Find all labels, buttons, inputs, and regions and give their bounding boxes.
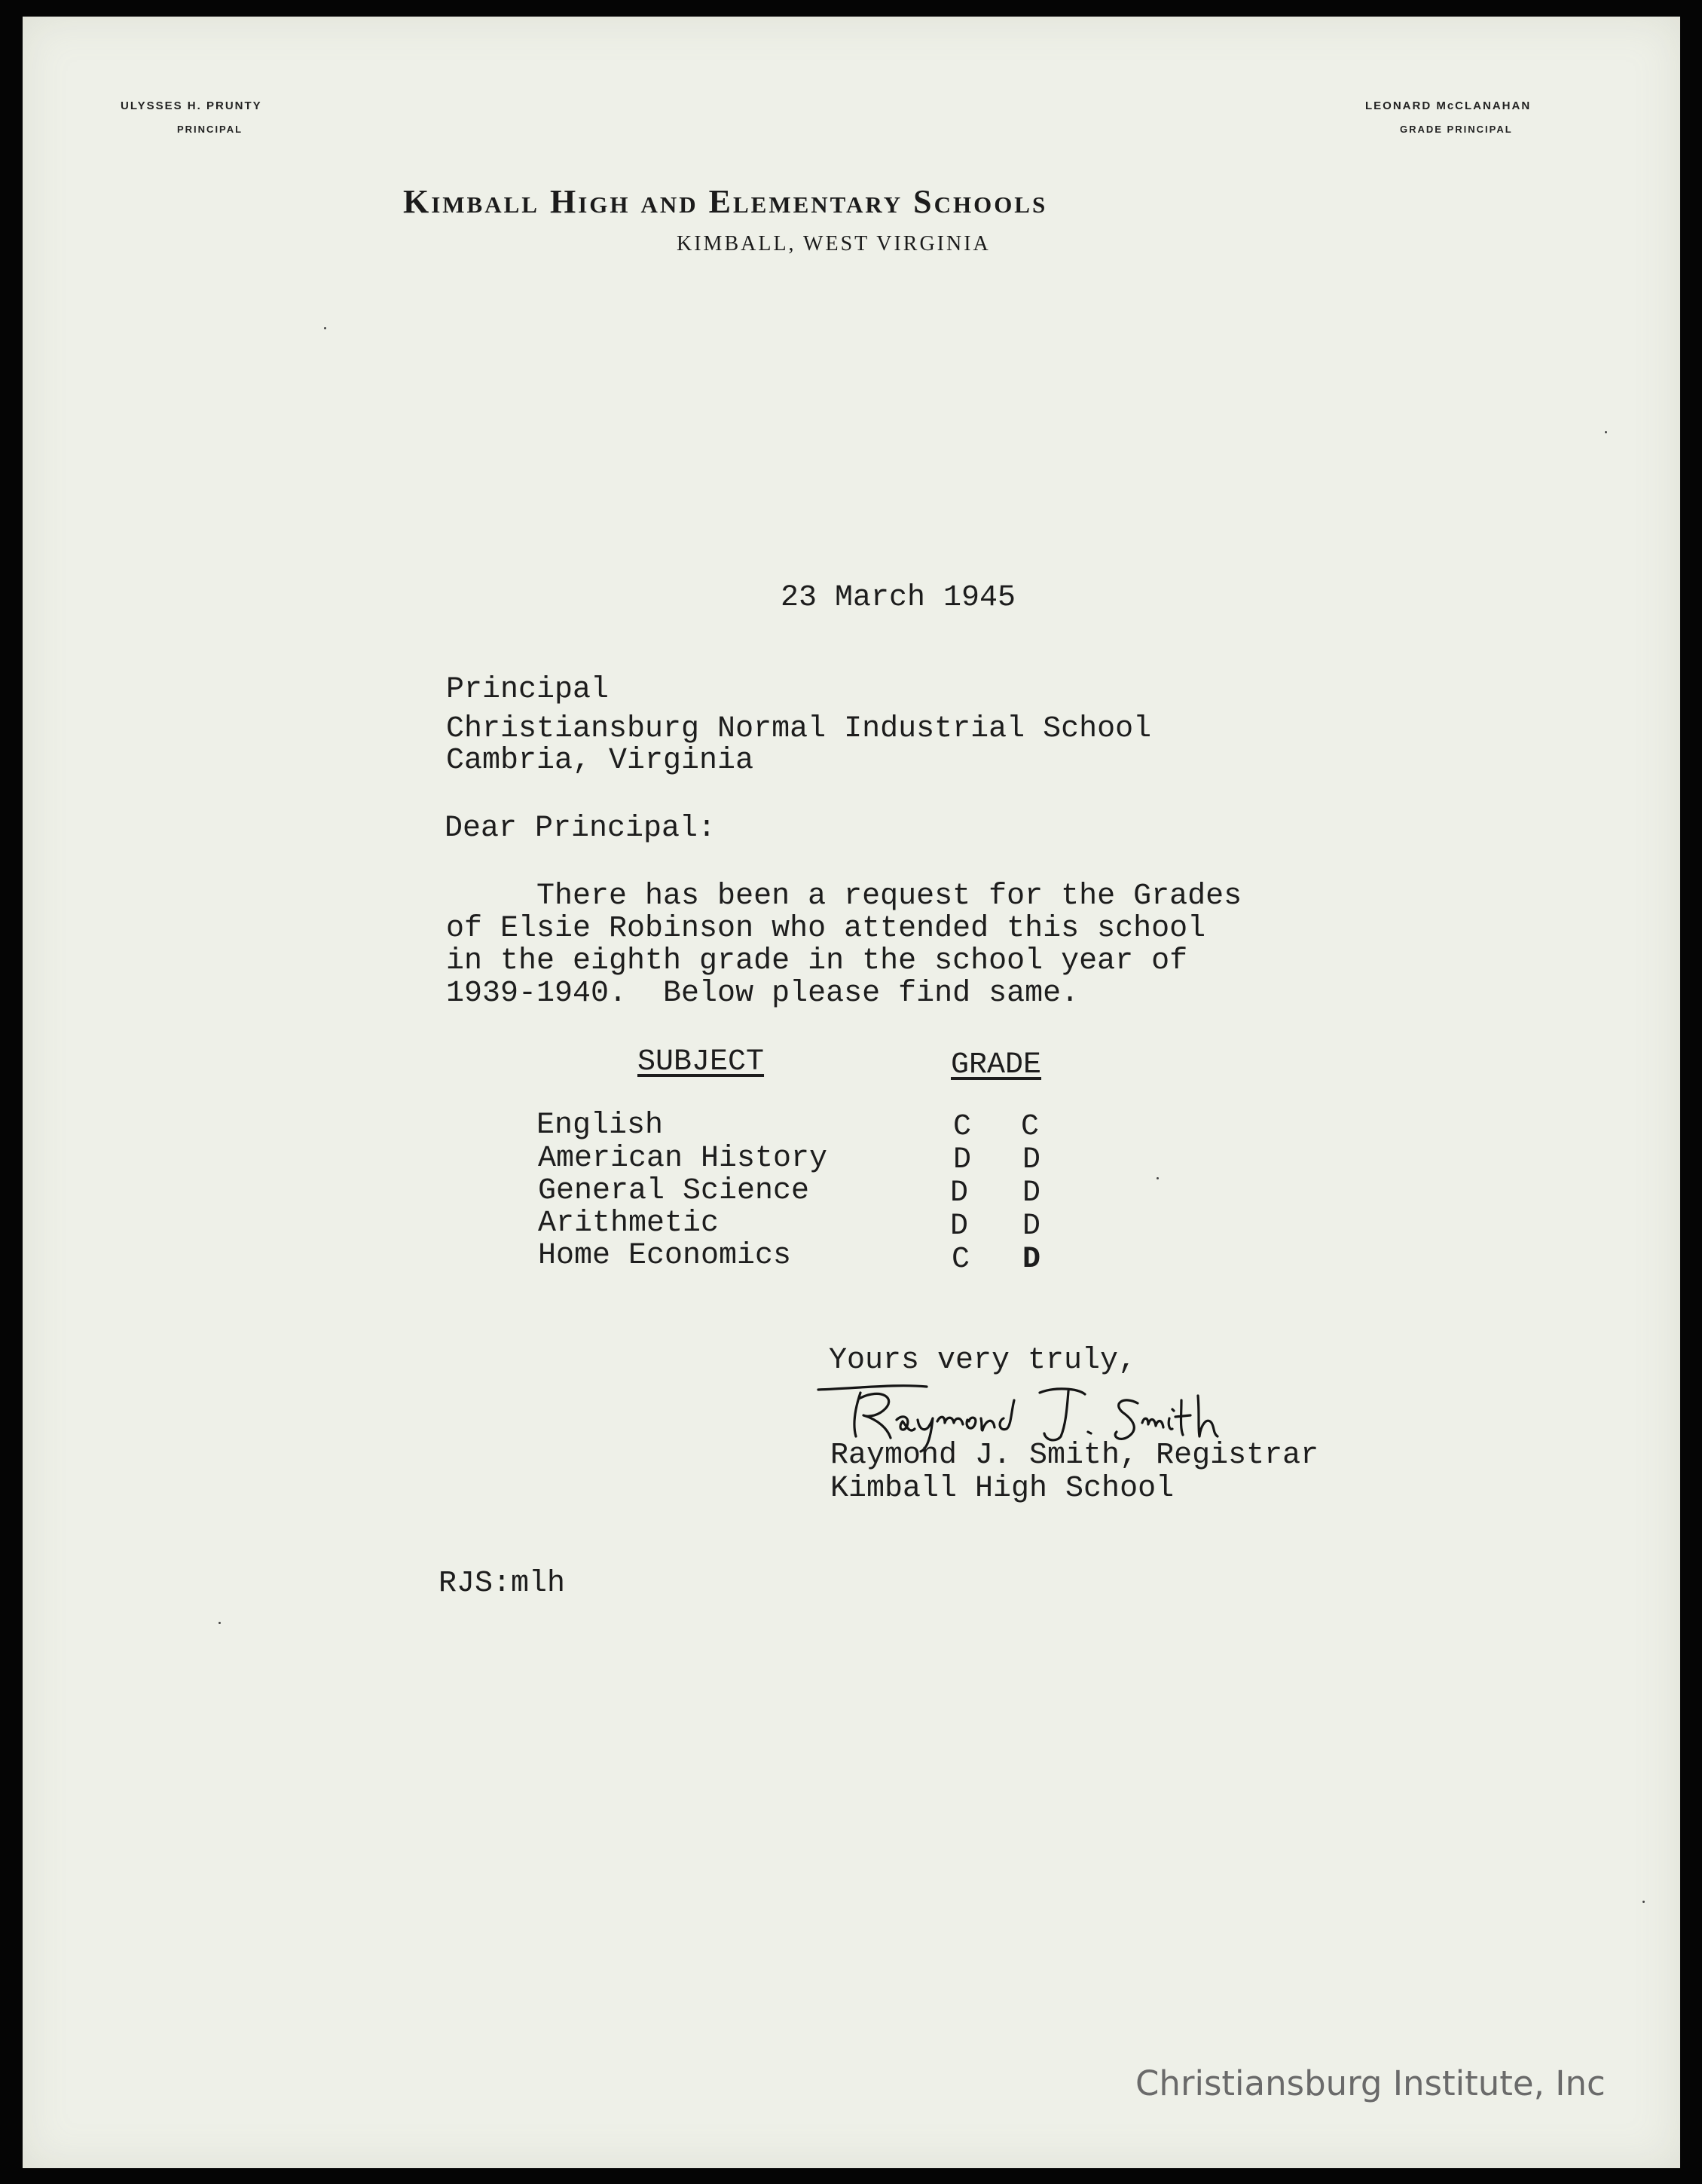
grade-row-subject: English <box>536 1109 664 1142</box>
grade-row-grade-2: D <box>1022 1143 1041 1177</box>
subject-header: SUBJECT <box>637 1045 765 1079</box>
paper-speck <box>1157 1177 1159 1179</box>
grade-row-grade-2: D <box>1022 1243 1041 1277</box>
body-line-3: in the eighth grade in the school year of <box>446 944 1188 978</box>
grade-row-subject: Home Economics <box>538 1239 792 1273</box>
grade-row-subject: Arithmetic <box>538 1207 720 1240</box>
grade-row-grade-1: D <box>950 1210 969 1243</box>
grade-row-grade-1: D <box>953 1143 972 1177</box>
closing: Yours very truly, <box>829 1344 1137 1378</box>
recipient-line-1: Principal <box>446 673 610 707</box>
recipient-line-3: Cambria, Virginia <box>446 744 754 778</box>
body-line-2: of Elsie Robinson who attended this school <box>446 912 1206 946</box>
grade-row-subject: American History <box>538 1142 828 1176</box>
signer-name-title: Raymond J. Smith, Registrar <box>830 1439 1319 1473</box>
paper-speck <box>1642 1901 1645 1903</box>
grade-row-subject: General Science <box>538 1174 810 1208</box>
recipient-line-2: Christiansburg Normal Industrial School <box>446 712 1152 746</box>
salutation: Dear Principal: <box>445 812 717 846</box>
grade-row-grade-1: C <box>953 1110 972 1144</box>
body-line-1: There has been a request for the Grades <box>446 879 1242 913</box>
grade-row-grade-2: C <box>1021 1110 1040 1144</box>
paper-speck <box>1605 431 1607 433</box>
grade-header: GRADE <box>951 1048 1042 1082</box>
letterhead-right-name: LEONARD McCLANAHAN <box>1365 99 1532 112</box>
body-line-4: 1939-1940. Below please find same. <box>446 977 1080 1011</box>
paper-speck <box>218 1622 221 1624</box>
school-name: Kimball High and Elementary Schools <box>403 183 1048 220</box>
letter-date: 23 March 1945 <box>781 581 1016 615</box>
letterhead-left-title: PRINCIPAL <box>177 124 243 135</box>
grade-row-grade-1: C <box>952 1243 970 1277</box>
school-location: KIMBALL, WEST VIRGINIA <box>677 232 991 255</box>
letter-page <box>23 17 1680 2168</box>
grade-row-grade-2: D <box>1022 1210 1041 1243</box>
typist-initials: RJS:mlh <box>438 1567 566 1601</box>
paper-speck <box>324 327 326 329</box>
grade-row-grade-2: D <box>1022 1176 1041 1210</box>
grade-row-grade-1: D <box>950 1176 969 1210</box>
letterhead-right-title: GRADE PRINCIPAL <box>1400 124 1513 135</box>
archive-watermark: Christiansburg Institute, Inc <box>1135 2063 1606 2103</box>
letterhead-left-name: ULYSSES H. PRUNTY <box>121 99 262 112</box>
signer-organization: Kimball High School <box>830 1472 1175 1506</box>
